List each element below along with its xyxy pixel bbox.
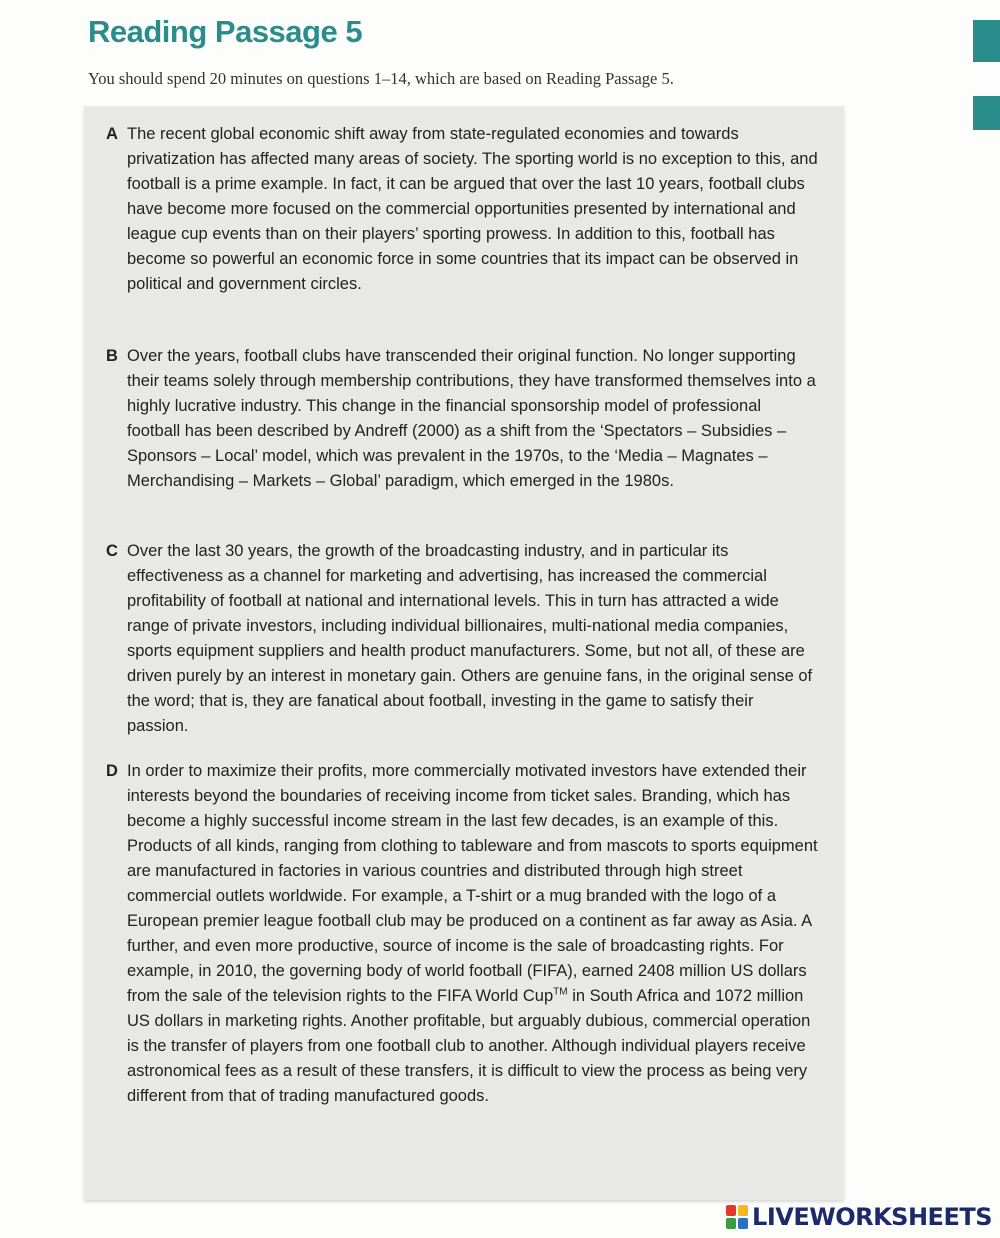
paragraph-text: The recent global economic shift away from state-regulated economies and towards privatization has affected many areas of society. The sporting world is no exception to this, and football is a prime example. In fact, it can be argued that over the last 10 years, football clubs have become more focused on the commercial opportunities presented by international and league cup events than on their players’ sporting prowess. In addition to this, football has become so powerful an economic force in some countries that its impact can be observed in political and government circles.: [127, 125, 818, 293]
brand-name: LIVEWORKSHEETS: [752, 1203, 992, 1231]
instruction-text: You should spend 20 minutes on questions 1–14, which are based on Reading Passage 5.: [88, 69, 674, 88]
paragraph-letter: C: [106, 542, 118, 560]
edge-tab-marker: [973, 96, 1000, 130]
paragraph-text: Over the years, football clubs have transcended their original function. No longer supporting their teams solely through membership contributions, they have transformed themselves into a highly lucrative industry. This change in the financial sponsorship model of professional football has been described by Andreff (2000) as a shift from the ‘Spectators – Subsidies – Sponsors – Local’ model, which was prevalent in the 1970s, to the ‘Media – Magnates – Merchandising – Markets – Global’ paradigm, which emerged in the 1980s.: [127, 347, 816, 490]
paragraph-text: [106, 759, 818, 1109]
paragraph-d: [106, 759, 818, 1109]
paragraph-c: [106, 539, 818, 739]
paragraph-text: Over the last 30 years, the growth of the broadcasting industry, and in particular its effectiveness as a channel for marketing and advertising, has increased the commercial profitability of football at national and international levels. This in turn has attracted a wide range of private investors, including individual billionaires, multi-national media companies, sports equipment suppliers and health product manufacturers. Some, but not all, of these are driven purely by an interest in monetary gain. Others are genuine fans, in the original sense of the word; that is, they are fanatical about football, investing in the game to satisfy their passion.: [127, 542, 813, 735]
paragraph-letter: B: [106, 347, 118, 365]
liveworksheets-logo-icon: [726, 1205, 748, 1229]
paragraph-text-part: In order to maximize their profits, more commercially motivated investors have extended their interests beyond the boundaries of receiving income from ticket sales. Branding, which has become a highly successful income stream in the last few decades, is an example of this. Products of all kinds, ranging from clothing to tableware and from mascots to sports equipment are manufactured in factories in various countries and distributed through high street commercial outlets worldwide. For example, a T-shirt or a mug branded with the logo of a European premier league football club may be produced on a continent as far away as Asia. A further, and even more productive, source of income is the sale of broadcasting rights. For example, in 2010, the governing body of world football (FIFA), earned 2408 million US dollars from the sale of the television rights to the FIFA World Cup: [127, 762, 818, 1005]
paragraph-a: [106, 122, 818, 297]
liveworksheets-watermark[interactable]: [726, 1203, 992, 1231]
paragraph-letter: A: [106, 125, 118, 143]
trademark-superscript: TM: [553, 986, 568, 998]
paragraph-text-part: in South Africa and 1072 million US dollars in marketing rights. Another profitable, but arguably dubious, commercial operation is the transfer of players from one football club to another. Although individual players receive astronomical fees as a result of these transfers, it is difficult to view the process as being very different from that of trading manufactured goods.: [127, 987, 811, 1105]
paragraph-letter: D: [106, 762, 118, 780]
reading-passage-box: [84, 106, 844, 1200]
paragraph-b: [106, 344, 818, 494]
edge-tab-marker: [973, 20, 1000, 62]
page-title: Reading Passage 5: [88, 14, 363, 49]
